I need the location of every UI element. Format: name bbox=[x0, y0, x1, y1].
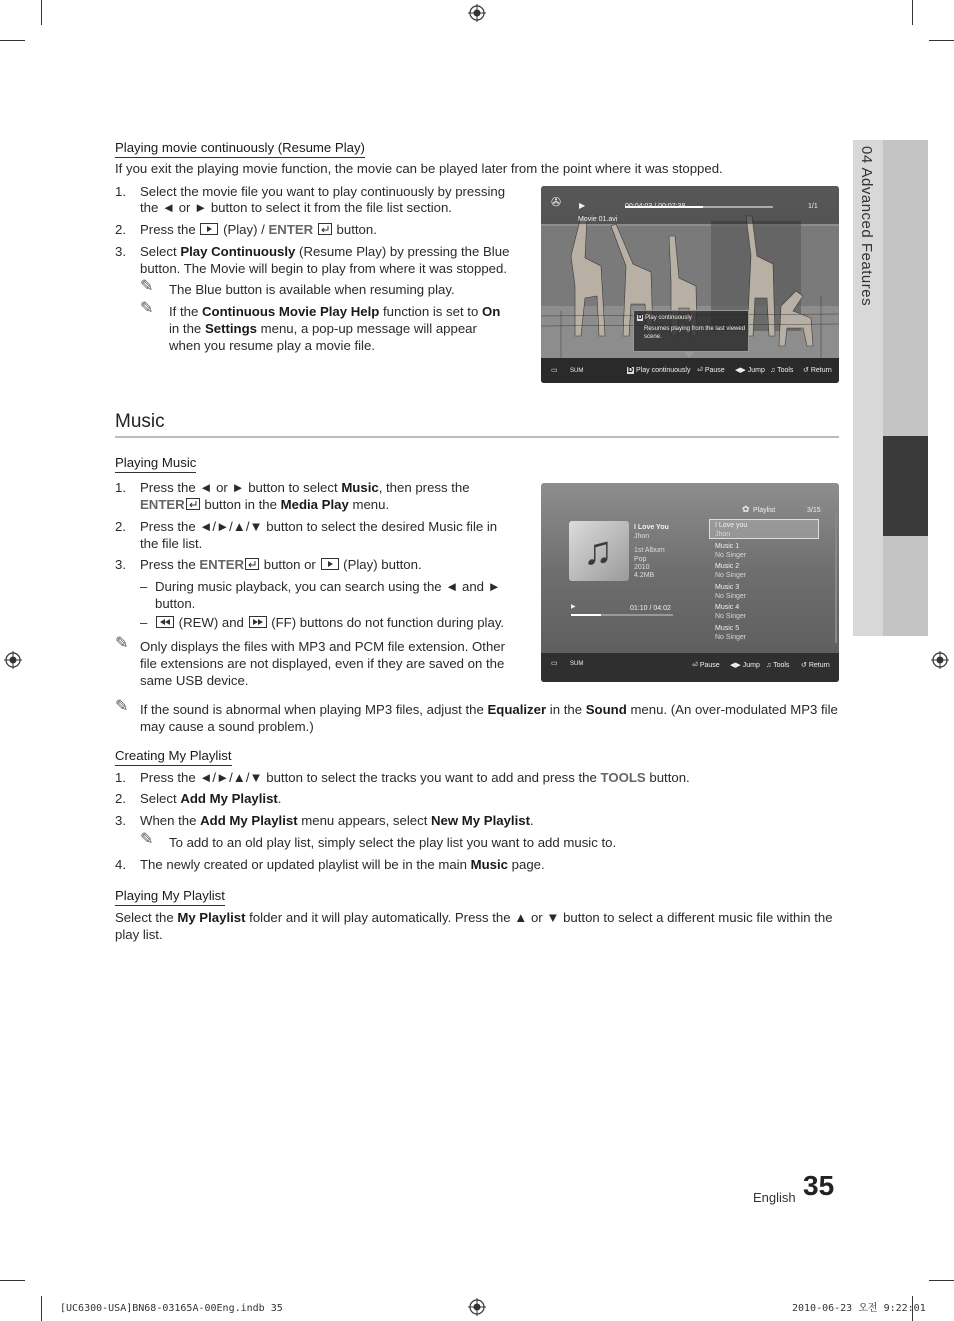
footer-language: English bbox=[753, 1190, 796, 1205]
track-title[interactable]: Music 5 bbox=[715, 624, 740, 632]
progress-fill bbox=[571, 614, 601, 616]
usb-device-icon: ▭ bbox=[551, 660, 558, 667]
usb-device-icon: ▭ bbox=[551, 367, 558, 374]
page-number: 35 bbox=[803, 1170, 835, 1201]
music-note-icon: ♫ bbox=[583, 529, 613, 573]
track-title[interactable]: Music 2 bbox=[715, 563, 740, 570]
step-number: 2. bbox=[115, 222, 126, 237]
note-text: file extensions are not displayed, even if they are saved on the bbox=[140, 656, 505, 671]
step-text: Press the ◄/►/▲/▼ button to select the tracks you want to add and press the TOOLS button. bbox=[140, 770, 690, 785]
track-title[interactable]: Music 1 bbox=[715, 542, 740, 550]
track-title[interactable]: Music 3 bbox=[715, 583, 740, 591]
playback-time: 01:10 / 04:02 bbox=[630, 605, 671, 612]
note-text: If the sound is abnormal when playing MP3 files, adjust the Equalizer in the Sound menu. (An over-modulated MP3 file bbox=[140, 702, 838, 717]
chapter-tab-label: 04 Advanced Features bbox=[858, 146, 875, 307]
bottom-bar-item: ♫ Tools bbox=[766, 662, 790, 669]
crop-mark bbox=[929, 40, 954, 41]
track-artist: No Singer bbox=[715, 551, 747, 559]
bottom-bar-item: ◀▶ Jump bbox=[730, 662, 760, 669]
step-text: Press the (Play) / ENTER button. bbox=[140, 222, 377, 237]
playlist-icon: ✿ bbox=[742, 504, 750, 514]
section-heading: Playing movie continuously (Resume Play) bbox=[115, 139, 365, 158]
track-artist: No Singer bbox=[715, 633, 747, 641]
note-text: in the Settings menu, a pop-up message will appear bbox=[169, 321, 477, 336]
step-text: Press the ◄/►/▲/▼ button to select the desired Music file in bbox=[140, 519, 498, 534]
note-text: when you resume play a movie file. bbox=[169, 338, 375, 353]
song-title: I Love You bbox=[634, 524, 669, 531]
bottom-bar-item: ↺ Return bbox=[803, 367, 832, 374]
blue-d-button-icon: D bbox=[638, 315, 643, 321]
step-text: Press the ◄ or ► button to select Music, then press the bbox=[140, 480, 470, 495]
note-text: may cause a sound problem.) bbox=[140, 719, 314, 734]
registration-mark-icon bbox=[4, 651, 22, 669]
song-size: 4.2MB bbox=[634, 572, 655, 579]
track-artist: No Singer bbox=[715, 572, 747, 579]
file-name: Movie 01.avi bbox=[578, 216, 618, 223]
popup-title: D Play continuously bbox=[638, 315, 692, 321]
bottom-bar-item: ⏎ Pause bbox=[692, 662, 720, 669]
dash-text: During music playback, you can search using the ◄ and ► bbox=[155, 579, 501, 594]
step-text: Select Play Continuously (Resume Play) by pressing the Blue bbox=[140, 244, 510, 259]
track-artist: No Singer bbox=[715, 592, 747, 600]
enter-icon bbox=[245, 558, 259, 570]
print-slug: 2010-06-23 오전 9:22:01 bbox=[792, 1303, 926, 1314]
track-artist: Jhon bbox=[715, 531, 731, 538]
track-title[interactable]: I Love you bbox=[715, 522, 748, 529]
body-text: play list. bbox=[115, 927, 163, 942]
progress-track bbox=[571, 614, 673, 616]
playlist-count: 3/15 bbox=[807, 507, 821, 514]
registration-mark-icon bbox=[931, 651, 949, 669]
step-text: Select Add My Playlist. bbox=[140, 791, 282, 806]
crop-mark bbox=[41, 1296, 42, 1321]
enter-icon bbox=[186, 498, 200, 510]
intro-text: If you exit the playing movie function, the movie can be played later from the point where it was stopped. bbox=[115, 161, 723, 176]
step-number: 3. bbox=[115, 813, 126, 828]
playback-time: 00:04:03 / 00:07:38 bbox=[625, 203, 686, 210]
rewind-button-icon bbox=[156, 616, 174, 628]
step-number: 1. bbox=[115, 770, 126, 785]
movie-reel-icon: ✇ bbox=[551, 195, 562, 209]
song-album: 1st Album bbox=[634, 547, 665, 554]
section-heading: Playing My Playlist bbox=[115, 887, 225, 906]
enter-icon bbox=[318, 223, 332, 235]
note-text: To add to an old play list, simply select the play list you want to add music to. bbox=[169, 835, 617, 850]
popup-body: scene. bbox=[644, 334, 662, 340]
step-number: 1. bbox=[115, 480, 126, 495]
play-icon: ▶ bbox=[571, 604, 576, 610]
scrollbar[interactable] bbox=[835, 513, 837, 643]
step-text: Press the ENTER button or (Play) button. bbox=[140, 557, 422, 572]
dash-bullet: – bbox=[140, 579, 148, 594]
popup-pointer bbox=[684, 352, 694, 358]
bottom-bar-item: D Play continuously bbox=[628, 367, 691, 374]
play-button-icon bbox=[321, 558, 339, 570]
note-icon: ✎ bbox=[140, 831, 154, 848]
music-heading: Music bbox=[115, 411, 165, 432]
note-icon: ✎ bbox=[115, 698, 129, 715]
chapter-tab-active-block bbox=[883, 436, 928, 536]
note-icon: ✎ bbox=[140, 300, 154, 317]
bottom-bar-item: ♫ Tools bbox=[770, 367, 794, 374]
step-text: When the Add My Playlist menu appears, select New My Playlist. bbox=[140, 813, 534, 828]
step-number: 1. bbox=[115, 184, 126, 199]
chapter-tab-block bbox=[883, 140, 928, 436]
heading-rule bbox=[115, 436, 839, 438]
step-number: 4. bbox=[115, 857, 126, 872]
bottom-bar-item: ↺ Return bbox=[801, 662, 830, 669]
playlist-label: Playlist bbox=[753, 507, 776, 514]
movie-screenshot bbox=[541, 186, 839, 383]
step-number: 2. bbox=[115, 519, 126, 534]
song-artist: Jhon bbox=[634, 533, 650, 540]
device-label: SUM bbox=[570, 661, 584, 667]
section-heading: Playing Music bbox=[115, 454, 196, 473]
note-text: The Blue button is available when resuming play. bbox=[169, 282, 455, 297]
step-text: button. The Movie will begin to play from where it was stopped. bbox=[140, 261, 507, 276]
body-text: Select the My Playlist folder and it will play automatically. Press the ▲ or ▼ button to select a different music file within the bbox=[115, 910, 833, 925]
play-button-icon bbox=[200, 223, 218, 235]
fast-forward-button-icon bbox=[249, 616, 267, 628]
song-year: 2010 bbox=[634, 564, 650, 571]
note-icon: ✎ bbox=[140, 278, 154, 295]
print-slug: [UC6300-USA]BN68-03165A-00Eng.indb 35 bbox=[60, 1303, 283, 1314]
music-screenshot bbox=[541, 483, 839, 682]
dash-bullet: – bbox=[140, 615, 148, 630]
step-text: the file list. bbox=[140, 536, 203, 551]
file-count: 1/1 bbox=[808, 203, 818, 210]
step-number: 3. bbox=[115, 244, 126, 259]
bottom-bar-item: ◀▶ Jump bbox=[735, 367, 765, 374]
song-genre: Pop bbox=[634, 556, 647, 563]
track-artist: No Singer bbox=[715, 613, 747, 620]
track-title[interactable]: Music 4 bbox=[715, 604, 740, 611]
resume-popup bbox=[633, 310, 749, 352]
dash-text: button. bbox=[155, 596, 196, 611]
note-text: same USB device. bbox=[140, 673, 249, 688]
bottom-bar-item: ⏎ Pause bbox=[697, 367, 725, 374]
note-text: Only displays the files with MP3 and PCM file extension. Other bbox=[140, 639, 506, 654]
step-text: Select the movie file you want to play continuously by pressing bbox=[140, 184, 506, 199]
step-text: the ◄ or ► button to select it from the file list section. bbox=[140, 200, 452, 215]
step-number: 2. bbox=[115, 791, 126, 806]
d-button-icon: D bbox=[628, 367, 634, 374]
dash-text: (REW) and (FF) buttons do not function during play. bbox=[155, 614, 504, 631]
popup-body: Resumes playing from the last viewed bbox=[644, 326, 746, 332]
crop-mark bbox=[41, 0, 42, 25]
crop-mark bbox=[0, 1280, 25, 1281]
step-number: 3. bbox=[115, 557, 126, 572]
crop-mark bbox=[929, 1280, 954, 1281]
chapter-tab-block bbox=[883, 536, 928, 636]
device-label: SUM bbox=[570, 368, 584, 374]
registration-mark-icon bbox=[468, 1298, 486, 1316]
play-icon: ▶ bbox=[579, 201, 586, 210]
step-text: The newly created or updated playlist will be in the main Music page. bbox=[140, 857, 545, 872]
step-text: ENTER button in the Media Play menu. bbox=[140, 497, 390, 512]
note-text: If the Continuous Movie Play Help function is set to On bbox=[169, 304, 501, 319]
crop-mark bbox=[912, 0, 913, 25]
note-icon: ✎ bbox=[115, 635, 129, 652]
section-heading: Creating My Playlist bbox=[115, 747, 232, 766]
bottom-bar bbox=[541, 653, 839, 682]
registration-mark-icon bbox=[468, 4, 486, 22]
crop-mark bbox=[0, 40, 25, 41]
